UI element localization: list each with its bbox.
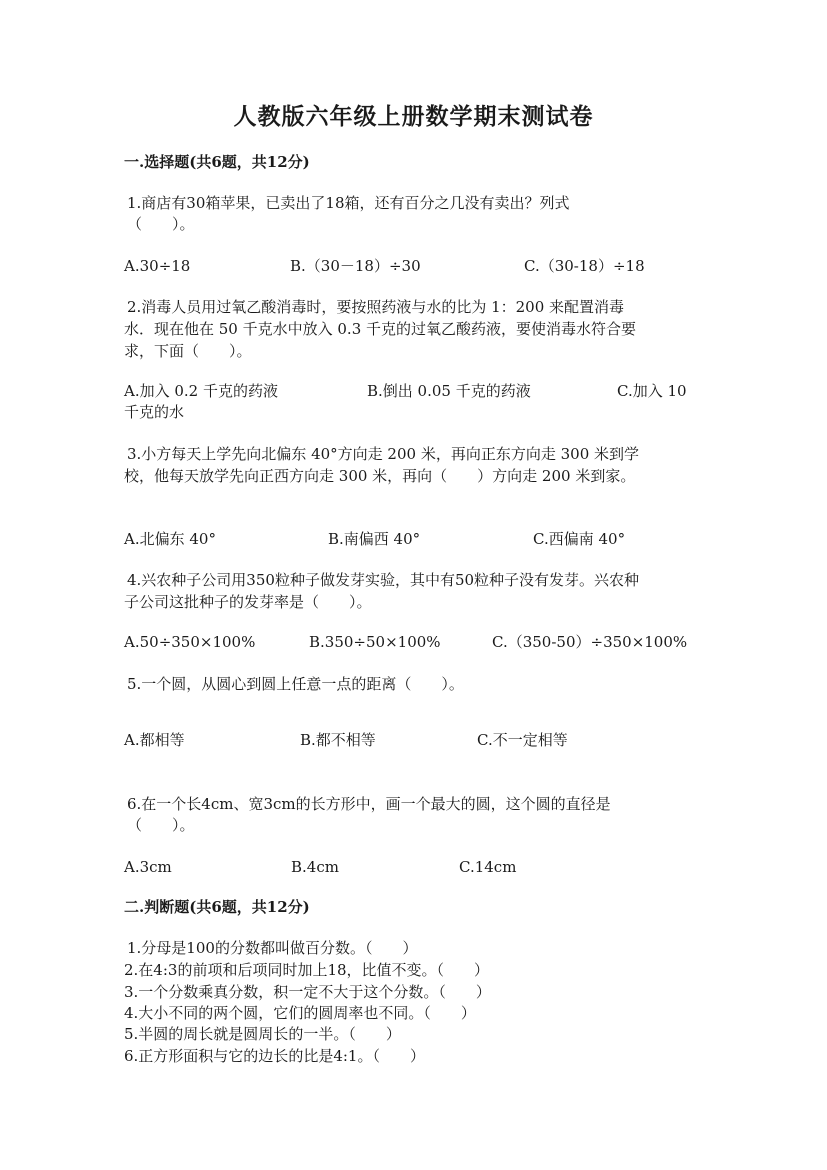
- judge-item-3: 3.一个分数乘真分数，积一定不大于这个分数。（ ）: [124, 983, 491, 1001]
- question-6-option-b: B.4cm: [291, 858, 339, 876]
- question-5-option-c: C.不一定相等: [477, 731, 568, 749]
- question-2-option-b: B.倒出 0.05 千克的药液: [367, 382, 531, 400]
- judge-item-4: 4.大小不同的两个圆，它们的圆周率也不同。（ ）: [124, 1004, 476, 1022]
- question-5-option-b: B.都不相等: [300, 731, 376, 749]
- question-1-blank: （ ）。: [127, 215, 195, 233]
- question-4-option-b: B.350÷50×100%: [309, 633, 441, 651]
- judge-item-6: 6.正方形面积与它的边长的比是4:1。（ ）: [124, 1047, 425, 1065]
- question-6-option-a: A.3cm: [124, 858, 172, 876]
- section-heading-choice: 一.选择题(共6题，共12分): [124, 153, 310, 171]
- question-3-text-line2: 校，他每天放学先向正西方向走 300 米，再向（ ）方向走 200 米到家。: [124, 467, 636, 485]
- question-1-option-b: B.（30－18）÷30: [290, 257, 421, 275]
- question-1-text: 1.商店有30箱苹果，已卖出了18箱，还有百分之几没有卖出？列式: [127, 194, 570, 212]
- judge-item-2: 2.在4:3的前项和后项同时加上18，比值不变。（ ）: [124, 961, 490, 979]
- question-3-option-a: A.北偏东 40°: [124, 530, 216, 548]
- question-5-option-a: A.都相等: [124, 731, 185, 749]
- question-4-text-line2: 子公司这批种子的发芽率是（ ）。: [124, 593, 372, 611]
- question-3-option-b: B.南偏西 40°: [328, 530, 421, 548]
- question-3-text-line1: 3.小方每天上学先向北偏东 40°方向走 200 米，再向正东方向走 300 米到学: [127, 445, 640, 463]
- question-6-blank: （ ）。: [127, 816, 195, 834]
- question-1-option-c: C.（30-18）÷18: [524, 257, 645, 275]
- question-5-text: 5.一个圆，从圆心到圆上任意一点的距离（ ）。: [127, 675, 464, 693]
- question-6-option-c: C.14cm: [459, 858, 517, 876]
- judge-item-1: 1.分母是100的分数都叫做百分数。（ ）: [127, 939, 418, 957]
- question-4-option-a: A.50÷350×100%: [124, 633, 256, 651]
- question-2-text-line3: 求，下面（ ）。: [124, 342, 252, 360]
- question-2-option-c-continued: 千克的水: [124, 403, 185, 421]
- question-2-text-line2: 水．现在他在 50 千克水中放入 0.3 千克的过氧乙酸药液，要使消毒水符合要: [124, 320, 637, 338]
- judge-item-5: 5.半圆的周长就是圆周长的一半。（ ）: [124, 1025, 401, 1043]
- page-title: 人教版六年级上册数学期末测试卷: [233, 103, 594, 130]
- question-4-text-line1: 4.兴农种子公司用350粒种子做发芽实验，其中有50粒种子没有发芽。兴农种: [127, 571, 640, 589]
- question-3-option-c: C.西偏南 40°: [533, 530, 626, 548]
- question-4-option-c: C.（350-50）÷350×100%: [492, 633, 688, 651]
- section-heading-true-false: 二.判断题(共6题，共12分): [124, 898, 310, 916]
- question-2-option-c: C.加入 10: [617, 382, 687, 400]
- question-2-option-a: A.加入 0.2 千克的药液: [124, 382, 278, 400]
- question-6-text: 6.在一个长4cm、宽3cm的长方形中，画一个最大的圆，这个圆的直径是: [127, 795, 611, 813]
- question-1-option-a: A.30÷18: [124, 257, 191, 275]
- question-2-text-line1: 2.消毒人员用过氧乙酸消毒时，要按照药液与水的比为 1：200 来配置消毒: [127, 298, 625, 316]
